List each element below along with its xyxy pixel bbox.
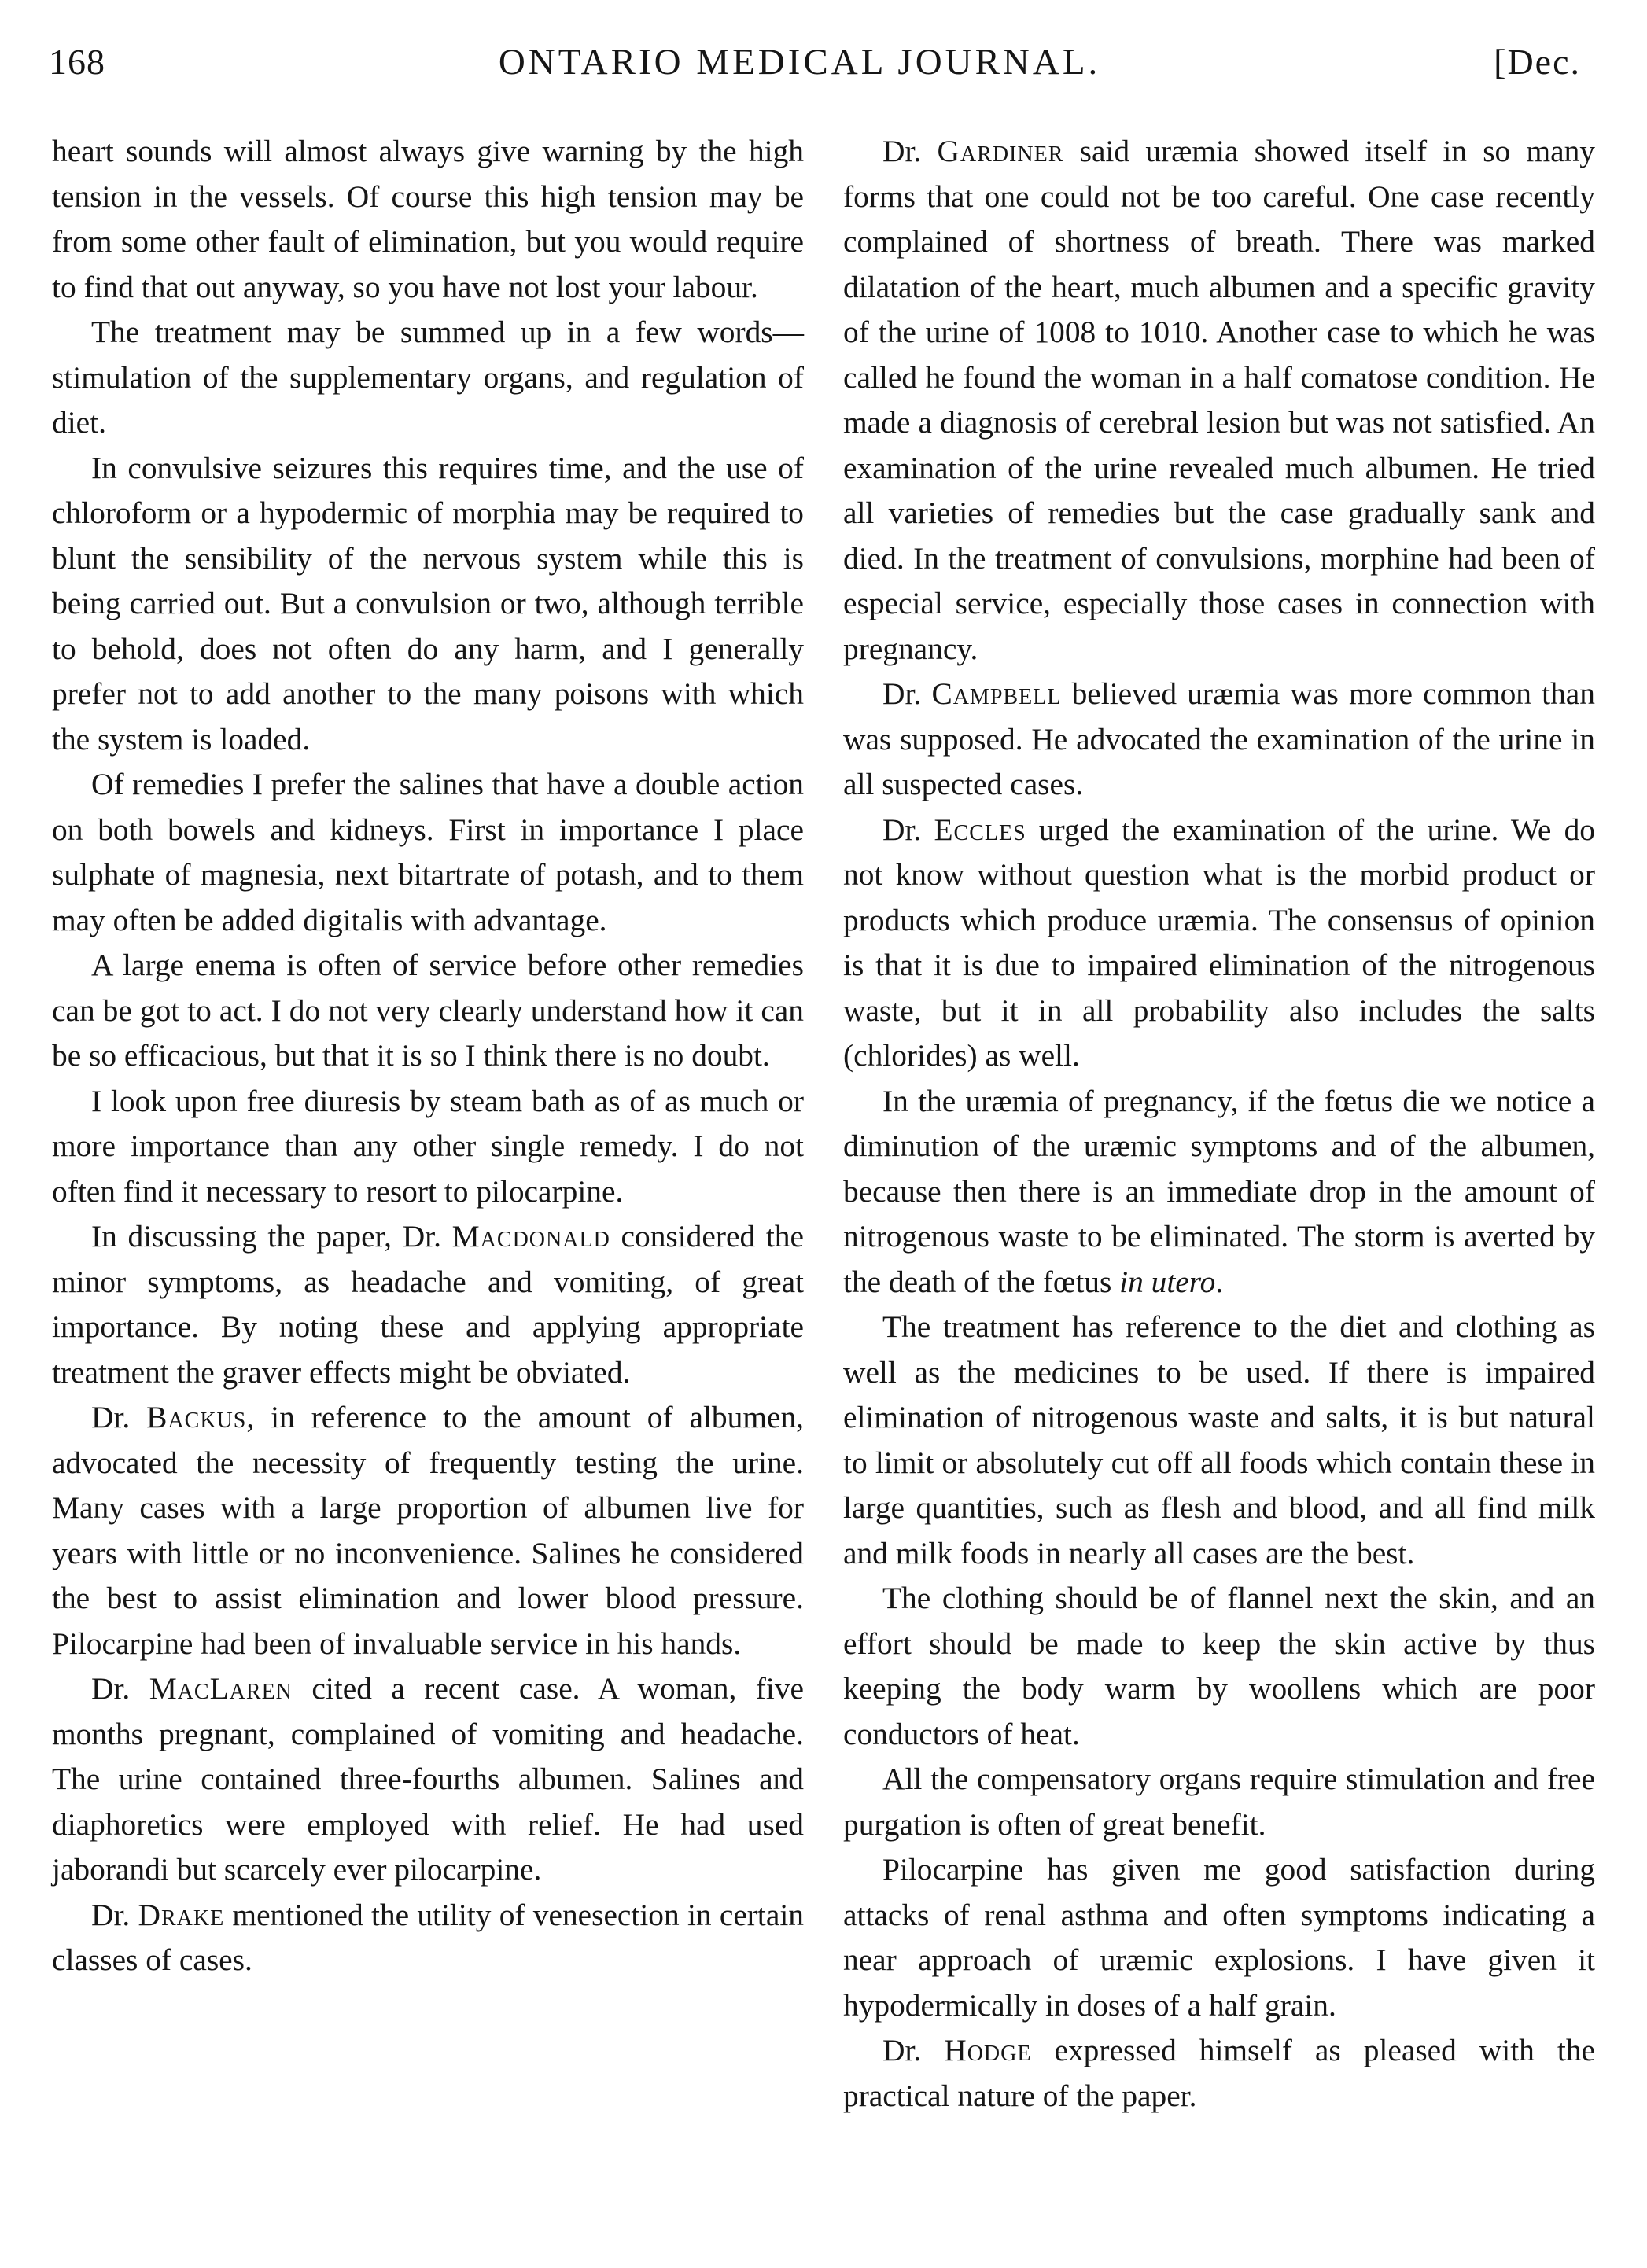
paragraph: Dr. Backus, in reference to the amount of albumen, advocated the necessity of frequently testing the urine. Many cases with a large proportion of albumen live for years with little or no inconvenience. Salines he considered the best to assist elimination and lower blood pressure. Pilocarpine had been of invaluable service in his hands.: [52, 1400, 804, 1661]
running-header: [49, 41, 1581, 104]
speaker-name: Gardiner: [937, 134, 1064, 168]
paragraph: In the uræmia of pregnancy, if the fœtus die we notice a diminution of the uræmic symptoms and of the albumen, because then there is an immediate drop in the amount of nitrogenous waste to be eliminated. The storm is averted by the death of the fœtus in utero.: [843, 1083, 1595, 1299]
speaker-name: Eccles: [934, 812, 1026, 847]
paragraph: The clothing should be of flannel next the skin, and an effort should be made to keep the skin active by thus keeping the body warm by woollens which are poor conductors of heat.: [843, 1581, 1595, 1751]
speaker-name: MacLaren: [149, 1671, 293, 1706]
paragraph: In convulsive seizures this requires time, and the use of chloroform or a hypodermic of morphia may be required to blunt the sensibility of the nervous system while this is being carried out. But a convulsion or two, although terrible to behold, does not often do any harm, and I generally prefer not to add another to the many poisons with which the system is loaded.: [52, 450, 804, 757]
speaker-name: Backus: [146, 1400, 247, 1434]
paragraph: Dr. Gardiner said uræmia showed itself in so many forms that one could not be too careful. One case recently complained of shortness of breath. There was marked dilatation of the heart, much albumen and a specific gravity of the urine of 1008 to 1010. Another case to which he was called he found the woman in a half comatose condition. He made a diagnosis of cerebral lesion but was not satisfied. An examination of the urine revealed much albumen. He tried all varieties of remedies but the case gradually sank and died. In the treatment of convulsions, morphine had been of especial service, especially those cases in connection with pregnancy.: [843, 134, 1595, 666]
page-number: 168: [49, 42, 105, 82]
right-column: [843, 129, 1595, 2237]
paragraph: Dr. Hodge expressed himself as pleased with the practical nature of the paper.: [843, 2033, 1595, 2113]
paragraph: In discussing the paper, Dr. Macdonald considered the minor symptoms, as headache and vomiting, of great importance. By noting these and applying appropriate treatment the graver effects might be obviated.: [52, 1219, 804, 1390]
paragraph: Dr. MacLaren cited a recent case. A woman, five months pregnant, complained of vomiting and headache. The urine contained three-fourths albumen. Salines and diaphoretics were employed with relief. He had used jaborandi but scarcely ever pilocarpine.: [52, 1671, 804, 1887]
paragraph: The treatment has reference to the diet and clothing as well as the medicines to be used. If there is impaired elimination of nitrogenous waste and salts, it is but natural to limit or absolutely cut off all foods which contain these in large quantities, such as flesh and blood, and all find milk and milk foods in nearly all cases are the best.: [843, 1309, 1595, 1570]
speaker-name: Macdonald: [451, 1219, 610, 1254]
paragraph: I look upon free diuresis by steam bath as of as much or more importance than any other single remedy. I do not often find it necessary to resort to pilocarpine.: [52, 1083, 804, 1209]
paragraph: Dr. Drake mentioned the utility of venesection in certain classes of cases.: [52, 1897, 804, 1977]
speaker-name: Hodge: [944, 2033, 1032, 2067]
section-marker: [Dec.: [1494, 42, 1581, 82]
paragraph: Dr. Eccles urged the examination of the urine. We do not know without question what is the morbid product or products which produce uræmia. The consensus of opinion is that it is due to impaired elimination of the nitrogenous waste, but it in all probability also includes the salts (chlorides) as well.: [843, 812, 1595, 1073]
speaker-name: Drake: [138, 1897, 225, 1932]
italic-phrase: in utero: [1119, 1264, 1216, 1299]
speaker-name: Campbell: [931, 676, 1062, 711]
paragraph: All the compensatory organs require stimulation and free purgation is often of great benefit.: [843, 1762, 1595, 1842]
paragraph: heart sounds will almost always give warning by the high tension in the vessels. Of course this high tension may be from some other fault of elimination, but you would require to find that out anyway, so you have not lost your labour.: [52, 134, 804, 304]
journal-title: ONTARIO MEDICAL JOURNAL.: [498, 42, 1101, 83]
paragraph: Dr. Campbell believed uræmia was more common than was supposed. He advocated the examination of the urine in all suspected cases.: [843, 676, 1595, 801]
paragraph: A large enema is often of service before other remedies can be got to act. I do not very clearly understand how it can be so efficacious, but that it is so I think there is no doubt.: [52, 948, 804, 1073]
paragraph: The treatment may be summed up in a few words—stimulation of the supplementary organs, and regulation of diet.: [52, 315, 804, 440]
left-column: [52, 129, 804, 2237]
paragraph: Pilocarpine has given me good satisfaction during attacks of renal asthma and often symptoms indicating a near approach of uræmic explosions. I have given it hypodermically in doses of a half grain.: [843, 1852, 1595, 2023]
paragraph: Of remedies I prefer the salines that have a double action on both bowels and kidneys. First in importance I place sulphate of magnesia, next bitartrate of potash, and to them may often be added digitalis with advantage.: [52, 767, 804, 937]
